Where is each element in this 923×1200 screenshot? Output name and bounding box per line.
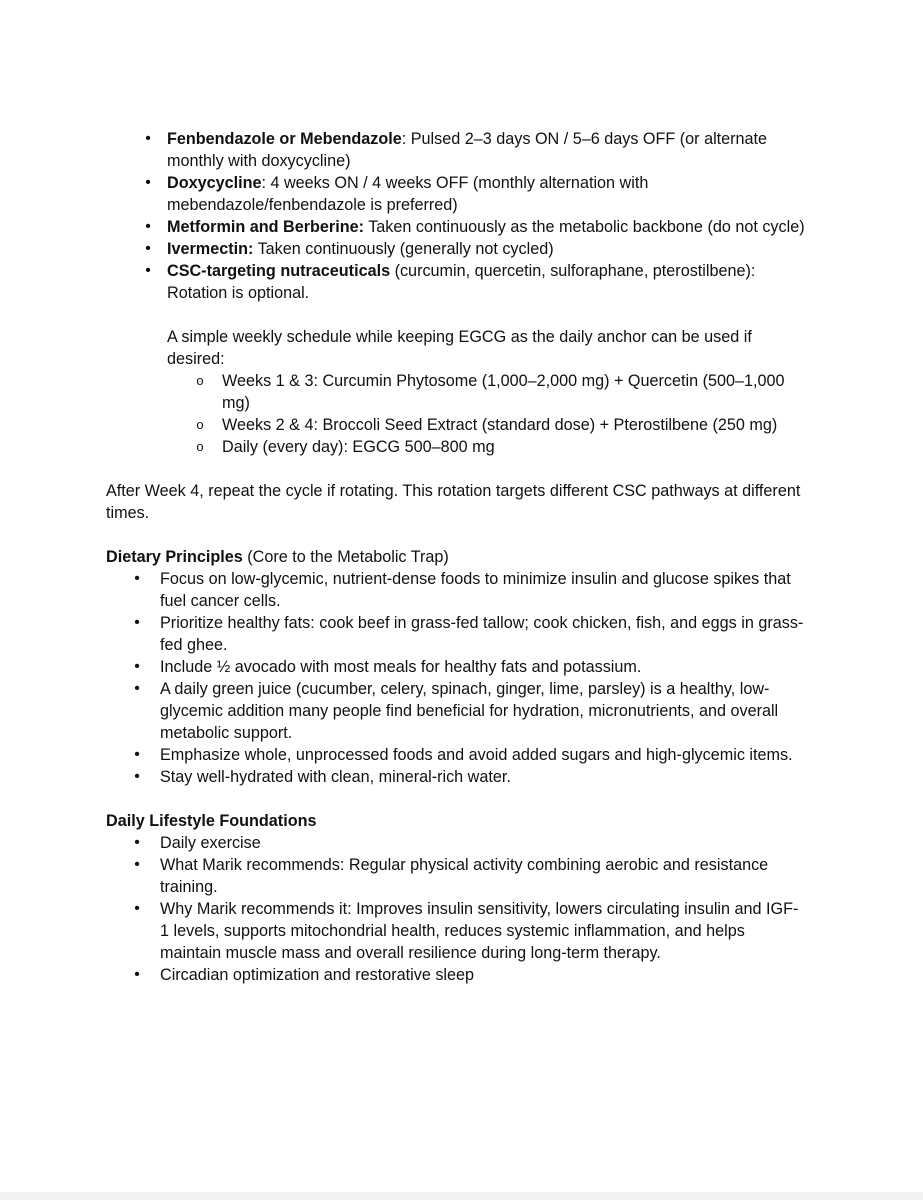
dietary-heading-suffix: (Core to the Metabolic Trap) [242,548,449,566]
bullet-icon: • [134,680,140,697]
item-text: Taken continuously (generally not cycled) [253,240,554,258]
bullet-icon: • [145,262,151,279]
lifestyle-heading: Daily Lifestyle Foundations [106,812,317,830]
bullet-icon: • [134,746,140,763]
bullet-icon: • [134,768,140,785]
rotation-list [106,128,806,304]
circle-bullet-icon: o [196,417,204,432]
list-item [106,216,806,238]
item-bold: Fenbendazole or Mebendazole [167,130,402,148]
after-paragraph: After Week 4, repeat the cycle if rotating. This rotation targets different CSC pathways at different times. [106,482,801,522]
bullet-icon: • [134,900,140,917]
list-item: • Daily exercise [106,832,806,854]
list-item: • Emphasize whole, unprocessed foods and avoid added sugars and high-glycemic items. [106,744,806,766]
list-item: • Stay well-hydrated with clean, mineral-rich water. [106,766,806,788]
bullet-icon: • [145,240,151,257]
schedule-item: o Daily (every day): EGCG 500–800 mg [106,436,806,458]
list-item [106,238,806,260]
item-text: Taken continuously as the metabolic backbone (do not cycle) [363,218,805,236]
dietary-heading: Dietary Principles [106,548,243,566]
schedule-item: o Weeks 2 & 4: Broccoli Seed Extract (standard dose) + Pterostilbene (250 mg) [106,414,806,436]
bullet-icon: • [134,614,140,631]
list-item: • Focus on low-glycemic, nutrient-dense foods to minimize insulin and glucose spikes that fuel cancer cells. [106,568,806,612]
list-item: • What Marik recommends: Regular physical activity combining aerobic and resistance training. [106,854,806,898]
bullet-icon: • [145,174,151,191]
list-item: • A daily green juice (cucumber, celery, spinach, ginger, lime, parsley) is a healthy, low-glycemic addition many people find beneficial for hydration, micronutrients, and overall metabolic support. [106,678,806,744]
list-item: • Include ½ avocado with most meals for healthy fats and potassium. [106,656,806,678]
circle-bullet-icon: o [196,373,204,388]
bullet-icon: • [145,218,151,235]
bullet-icon: • [134,658,140,675]
list-item [106,260,806,304]
lifestyle-list [106,832,806,986]
rotation-section [106,128,806,458]
schedule-intro: A simple weekly schedule while keeping EGCG as the daily anchor can be used if desired: [167,328,752,368]
dietary-section [106,546,806,788]
item-text: (curcumin, quercetin, sulforaphane, pterostilbene): Rotation is optional. [167,262,756,302]
item-text: : 4 weeks ON / 4 weeks OFF (monthly alternation with mebendazole/fenbendazole is preferred) [167,174,649,214]
document-content [106,128,806,986]
item-bold: Doxycycline [167,174,262,192]
item-bold: Metformin and Berberine: [167,218,364,236]
bullet-icon: • [145,130,151,147]
lifestyle-section [106,810,806,986]
dietary-heading-line [106,546,806,568]
schedule-item: o Weeks 1 & 3: Curcumin Phytosome (1,000–2,000 mg) + Quercetin (500–1,000 mg) [106,370,806,414]
schedule-list [106,370,806,458]
bullet-icon: • [134,966,140,983]
circle-bullet-icon: o [196,439,204,454]
list-item: • Prioritize healthy fats: cook beef in grass-fed tallow; cook chicken, fish, and eggs in grass-fed ghee. [106,612,806,656]
list-item [106,128,806,172]
bullet-icon: • [134,570,140,587]
item-bold: Ivermectin: [167,240,254,258]
dietary-list [106,568,806,788]
item-bold: CSC-targeting nutraceuticals [167,262,391,280]
list-item: • Why Marik recommends it: Improves insulin sensitivity, lowers circulating insulin and IGF-1 levels, supports mitochondrial health, reduces systemic inflammation, and helps maintain muscle mass and overall resilience during long-term therapy. [106,898,806,964]
list-item [106,172,806,216]
bullet-icon: • [134,834,140,851]
bullet-icon: • [134,856,140,873]
list-item: • Circadian optimization and restorative sleep [106,964,806,986]
item-text: : Pulsed 2–3 days ON / 5–6 days OFF (or alternate monthly with doxycycline) [167,130,768,170]
